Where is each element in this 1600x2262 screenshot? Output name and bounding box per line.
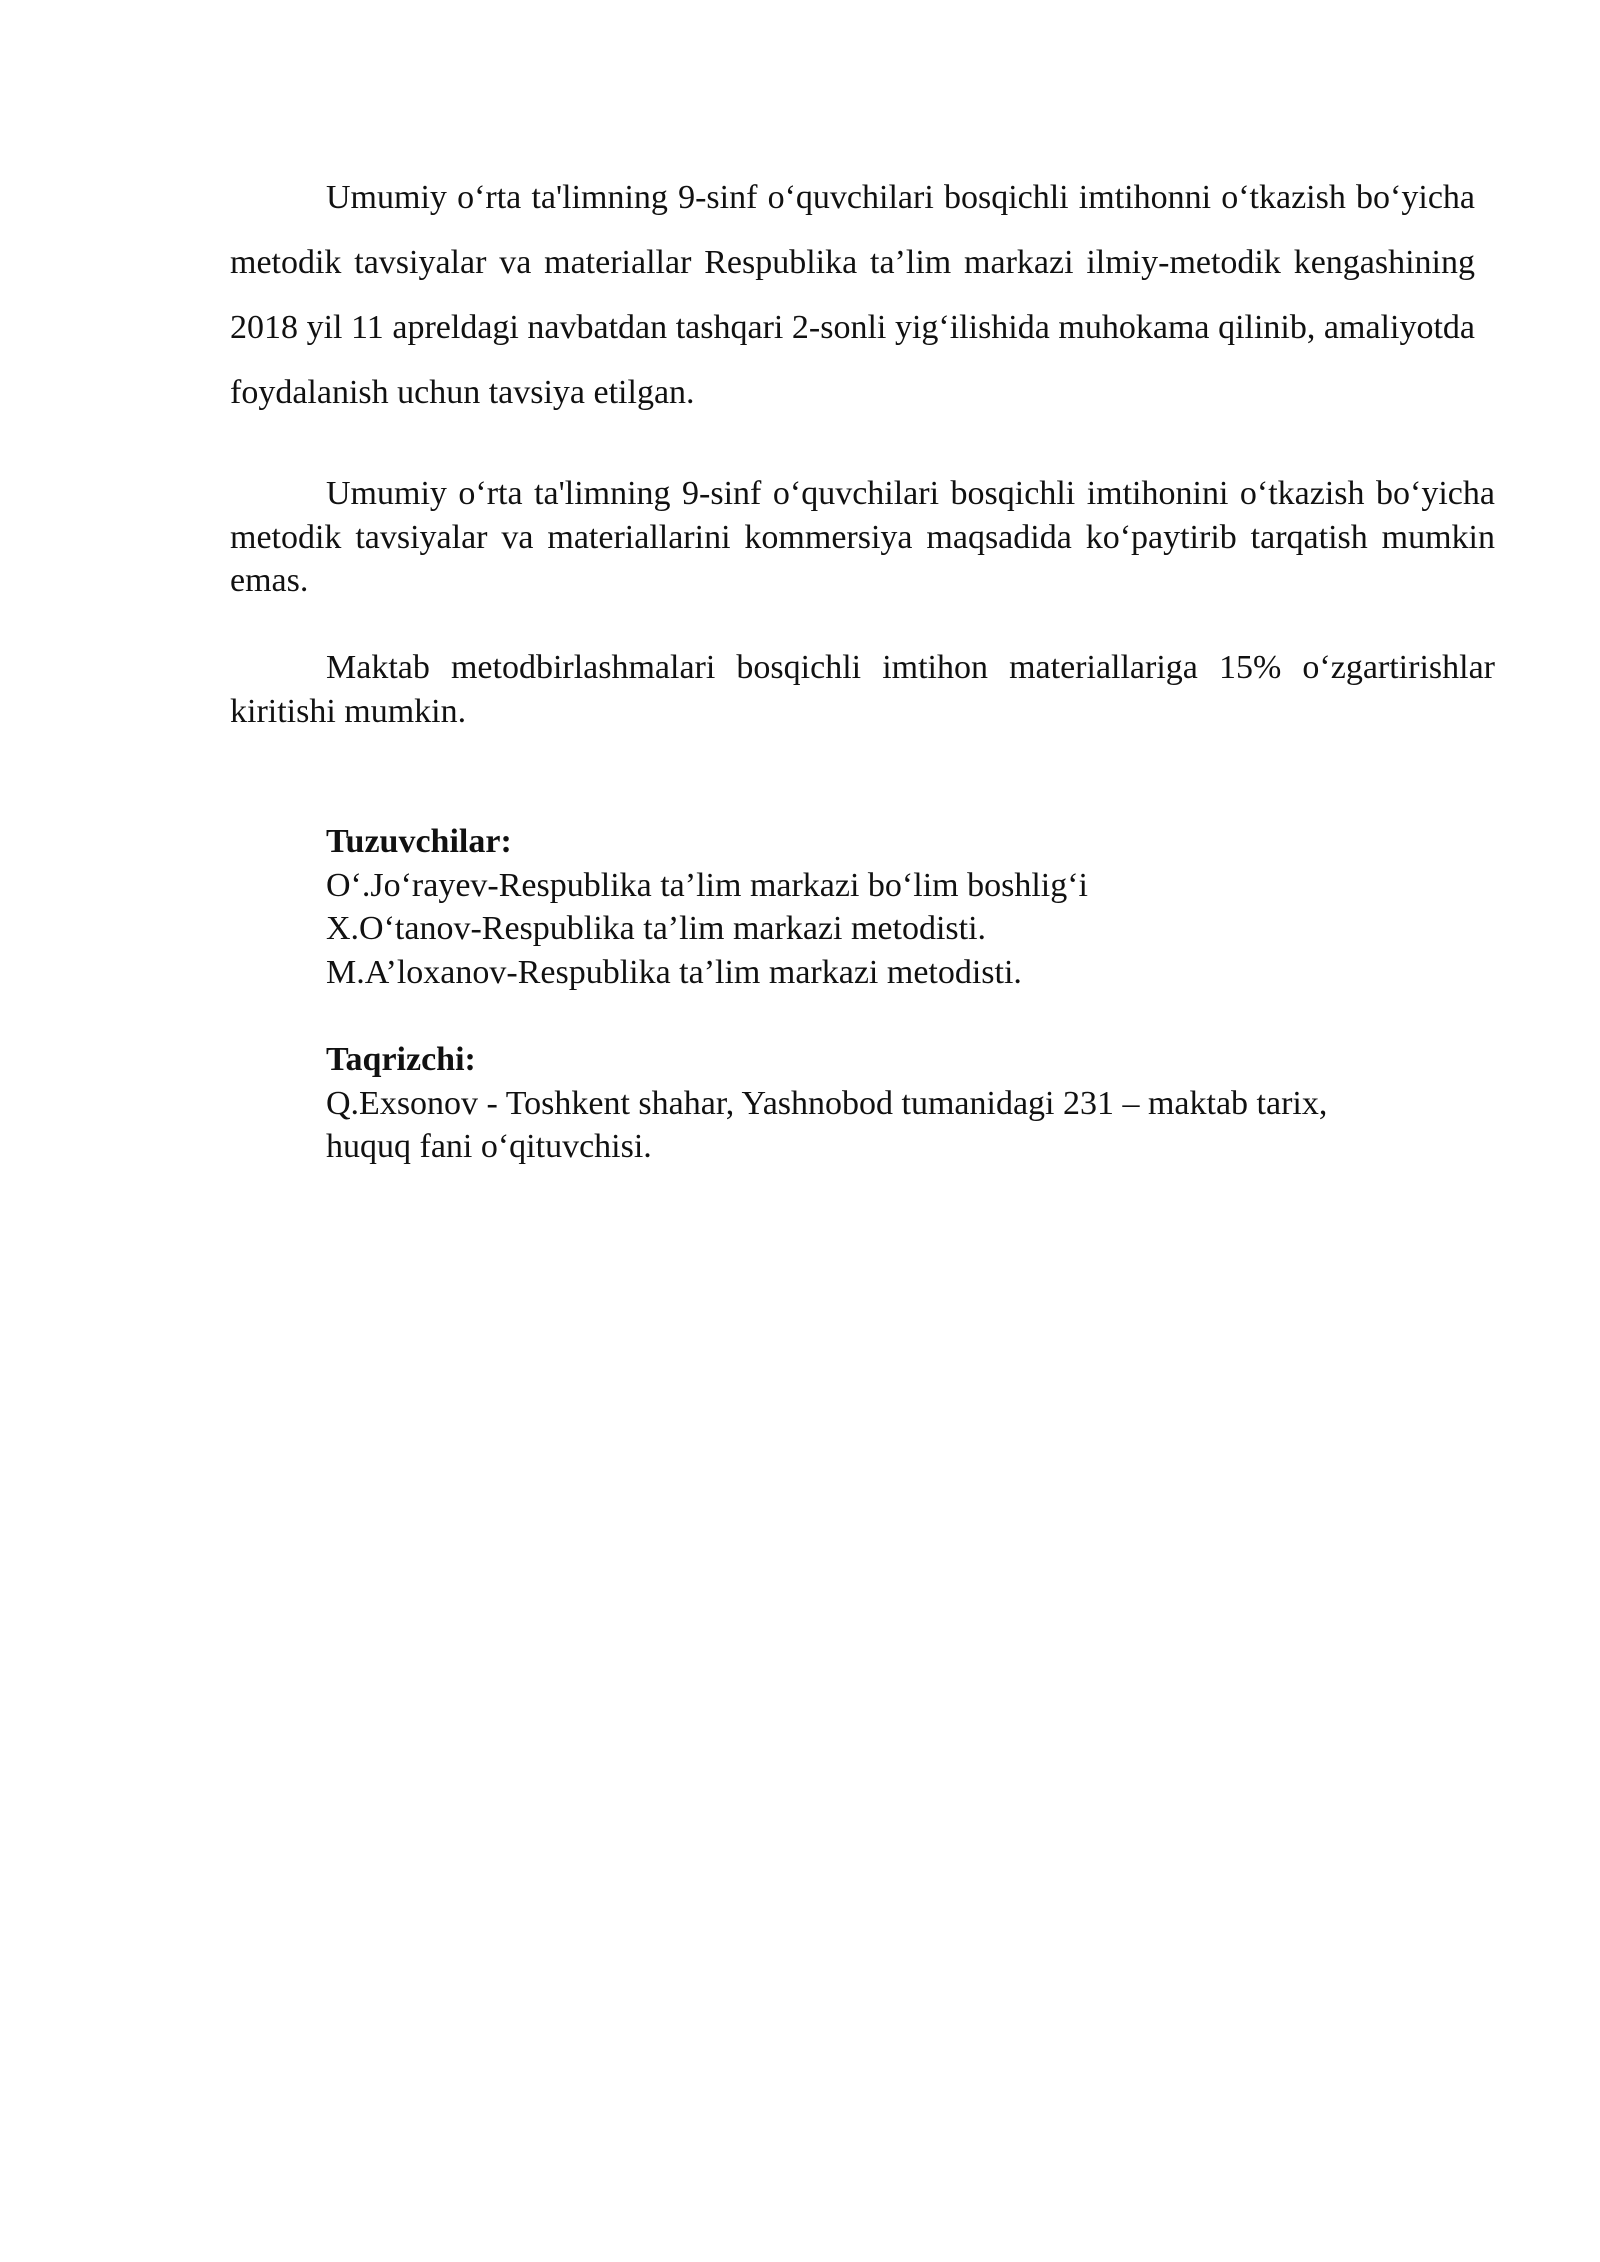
author-item: O‘.Jo‘rayev-Respublika ta’lim markazi bo‘lim boshlig‘i: [326, 866, 1088, 904]
authors-section: [326, 820, 1506, 994]
approval-paragraph: [230, 165, 1475, 425]
copyright-paragraph: [230, 472, 1495, 603]
reviewer-heading: Taqrizchi:: [326, 1041, 476, 1078]
copyright-text: Umumiy o‘rta ta'limning 9-sinf o‘quvchilari bosqichli imtihonini o‘tkazish bo‘yicha metodik tavsiyalar va materiallarini kommersiya maqsadida ko‘paytirib tarqatish mumkin emas.: [230, 475, 1495, 599]
modification-paragraph: [230, 646, 1495, 733]
approval-text: Umumiy o‘rta ta'limning 9-sinf o‘quvchilari bosqichli imtihonni o‘tkazish bo‘yicha metodik tavsiyalar va materiallar Respublika ta’lim markazi ilmiy-metodik kengashining 2018 yil 11 apreldagi navbatdan tashqari 2-sonli yig‘ilishida muhokama qilinib, amaliyotda foydalanish uchun tavsiya etilgan.: [230, 179, 1475, 411]
reviewer-line: huquq fani o‘qituvchisi.: [326, 1128, 652, 1165]
modification-text: Maktab metodbirlashmalari bosqichli imtihon materiallariga 15% o‘zgartirishlar kiritishi mumkin.: [230, 649, 1495, 730]
author-item: X.O‘tanov-Respublika ta’lim markazi metodisti.: [326, 910, 987, 947]
reviewer-line: Q.Exsonov - Toshkent shahar, Yashnobod tumanidagi 231 – maktab tarix,: [326, 1084, 1328, 1122]
author-item: M.A’loxanov-Respublika ta’lim markazi metodisti.: [326, 953, 1022, 991]
authors-heading: Tuzuvchilar:: [326, 823, 512, 860]
reviewer-section: [326, 1038, 1506, 1169]
